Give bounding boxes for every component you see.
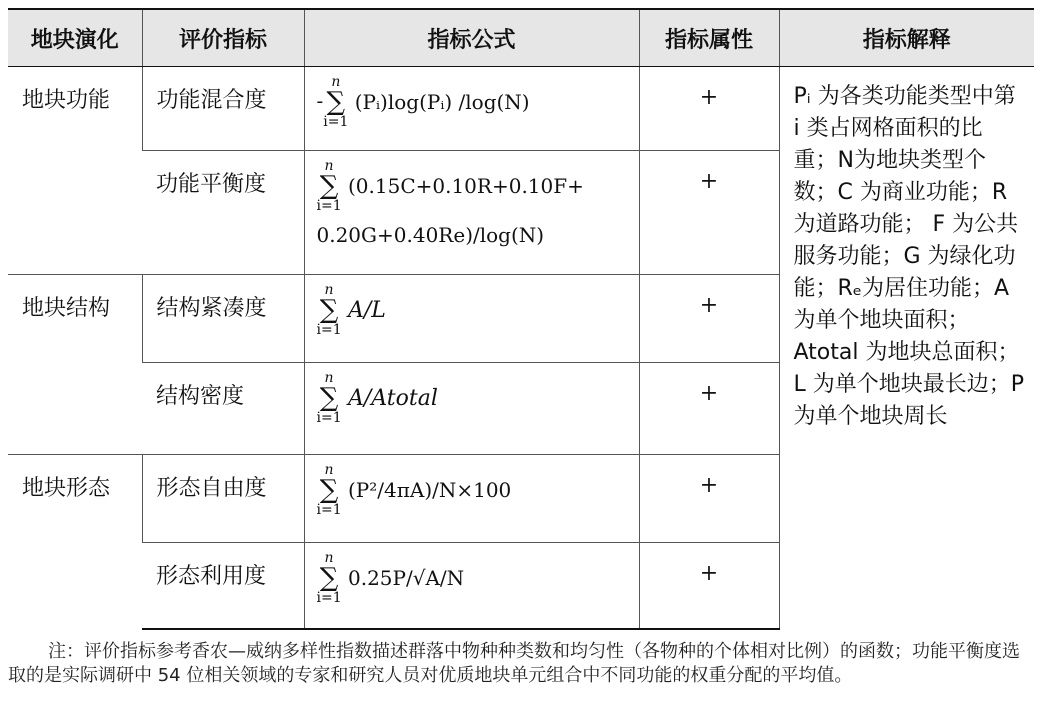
dev-cell: 地块结构 [8,275,142,455]
dev-cell: 地块功能 [22,88,111,113]
formula-cell [304,151,639,275]
table-row [8,67,1034,151]
header-attr: 指标属性 [639,9,779,67]
dev-cell: 地块形态 [8,455,142,629]
indicator-cell: 功能平衡度 [142,151,304,275]
header-indicator: 评价指标 [142,9,304,67]
sum-symbol: n ∑ i=1 [316,370,342,426]
attr-cell: + [639,363,779,455]
formula-expression: A/L [347,297,386,323]
formula-cell [304,455,639,543]
formula-expression: (Pᵢ)log(Pᵢ) /log(N) [354,90,530,114]
sum-symbol: n ∑ i=1 [316,550,342,606]
indicator-table [8,8,1034,630]
header-explanation: 指标解释 [779,9,1034,67]
attr-cell: + [639,543,779,629]
attr-cell: + [639,151,779,275]
formula-cell [304,363,639,455]
formula-cell [304,543,639,629]
formula-prefix: - [316,88,324,113]
sum-symbol: n ∑ i=1 [316,282,342,338]
header-formula: 指标公式 [304,9,639,67]
sum-symbol: n ∑ i=1 [316,462,342,518]
formula-expression: A/Atotal [347,385,438,411]
table-header-row [8,9,1034,67]
table-footnote: 注：评价指标参考香农—威纳多样性指数描述群落中物种种类数和均匀性（各物种的个体相对比例）的函数；功能平衡度选取的是实际调研中 54 位相关领域的专家和研究人员对优质地块单元组合中不同功能的权重分配的平均值。 [8,641,1020,686]
header-dev: 地块演化 [8,9,142,67]
formula-cell [304,67,639,151]
sum-symbol: n ∑ i=1 [316,158,342,214]
indicator-table-wrapper [8,8,1034,630]
indicator-cell: 形态利用度 [142,543,304,629]
formula-expression-line2: 0.20G+0.40Re)/log(N) [316,223,545,247]
formula-cell [304,275,639,363]
indicator-cell: 功能混合度 [142,67,304,151]
formula-expression: (0.15C+0.10R+0.10F+ [347,174,584,198]
attr-cell: + [639,455,779,543]
indicator-cell: 形态自由度 [142,455,304,543]
formula-expression: (P²/4πA)/N×100 [347,478,512,502]
sum-symbol: n ∑ i=1 [323,74,349,130]
attr-cell: + [639,275,779,363]
formula-expression: 0.25P/√A/N [347,566,465,590]
attr-cell: + [639,67,779,151]
indicator-cell: 结构紧凑度 [142,275,304,363]
explanation-cell: Pᵢ 为各类功能类型中第 i 类占网格面积的比重；N为地块类型个数；C 为商业功能；R 为道路功能； F 为公共服务功能；G 为绿化功能；Rₑ为居住功能；A 为单个地块面积； Atotal 为地块总面积；L 为单个地块最长边；P 为单个地块周长 [779,67,1034,629]
indicator-cell: 结构密度 [142,363,304,455]
